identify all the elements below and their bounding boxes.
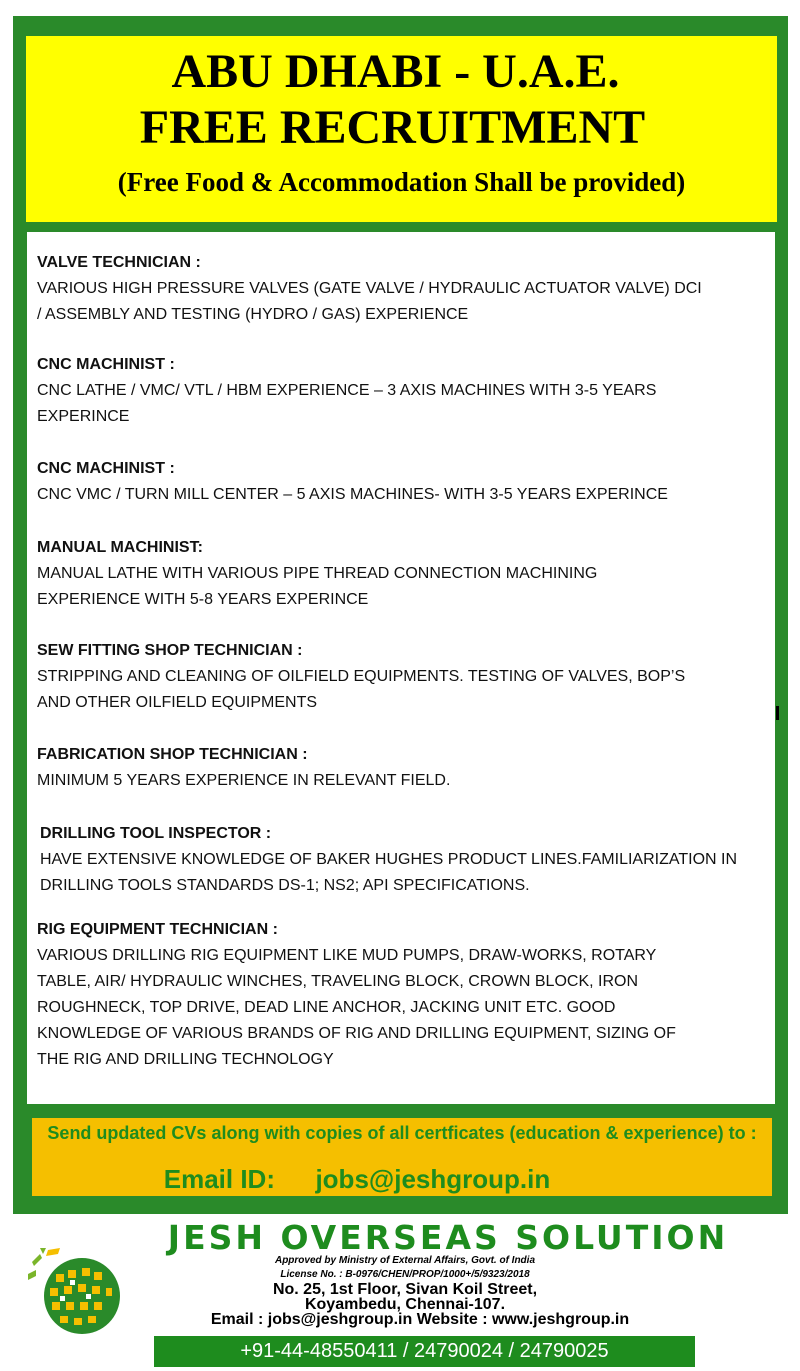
job-description-line: TABLE, AIR/ HYDRAULIC WINCHES, TRAVELING BLOCK, CROWN BLOCK, IRON (37, 973, 638, 990)
job-description-line: CNC VMC / TURN MILL CENTER – 5 AXIS MACHINES- WITH 3-5 YEARS EXPERINCE (37, 486, 668, 503)
job-manual-machinist (37, 535, 767, 613)
job-cnc-machinist-3axis (37, 352, 767, 430)
license-number: License No. : B-0976/CHEN/PROP/1000+/5/9323/2018 (280, 1269, 530, 1280)
job-title: CNC MACHINIST : (37, 460, 175, 477)
company-name: JESH OVERSEAS SOLUTION (167, 1218, 729, 1257)
email-label: Email ID: (163, 1164, 275, 1194)
job-description-line: ROUGHNECK, TOP DRIVE, DEAD LINE ANCHOR, JACKING UNIT ETC. GOOD (37, 999, 616, 1016)
address-line-1: No. 25, 1st Floor, Sivan Koil Street, (272, 1281, 538, 1298)
job-description-line: MINIMUM 5 YEARS EXPERIENCE IN RELEVANT FIELD. (37, 772, 451, 789)
header-title: FREE RECRUITMENT (139, 101, 646, 154)
approval-note: Approved by Ministry of External Affairs, Govt. of India (274, 1255, 536, 1266)
address-line-2: Koyambedu, Chennai-107. (304, 1296, 506, 1313)
poster-header (26, 36, 777, 222)
apply-box (32, 1118, 772, 1196)
job-title: CNC MACHINIST : (37, 356, 175, 373)
header-subtitle: (Free Food & Accommodation Shall be provided) (117, 167, 686, 197)
job-drilling-tool-inspector (40, 821, 770, 899)
job-fabrication-technician (37, 742, 767, 794)
job-list (27, 232, 775, 1104)
job-description-line: MANUAL LATHE WITH VARIOUS PIPE THREAD CONNECTION MACHINING (37, 565, 598, 582)
job-cnc-machinist-5axis (37, 456, 767, 508)
job-title: DRILLING TOOL INSPECTOR : (40, 825, 272, 842)
job-description-line: VARIOUS DRILLING RIG EQUIPMENT LIKE MUD PUMPS, DRAW-WORKS, ROTARY (37, 947, 657, 964)
globe-logo-icon (26, 1244, 124, 1336)
job-description-line: VARIOUS HIGH PRESSURE VALVES (GATE VALVE / HYDRAULIC ACTUATOR VALVE) DCI (37, 280, 702, 297)
job-description-line: THE RIG AND DRILLING TECHNOLOGY (37, 1051, 334, 1068)
job-description-line: STRIPPING AND CLEANING OF OILFIELD EQUIPMENTS. TESTING OF VALVES, BOP’S (37, 668, 686, 685)
job-description-line: EXPERINCE (37, 408, 130, 425)
job-title: FABRICATION SHOP TECHNICIAN : (37, 746, 308, 763)
job-description-line: HAVE EXTENSIVE KNOWLEDGE OF BAKER HUGHES PRODUCT LINES.FAMILIARIZATION IN (40, 851, 738, 868)
job-title: MANUAL MACHINIST: (37, 539, 203, 556)
apply-email-line (32, 1164, 772, 1194)
job-rig-equipment-technician (37, 917, 767, 1073)
job-description-line: CNC LATHE / VMC/ VTL / HBM EXPERIENCE – 3 AXIS MACHINES WITH 3-5 YEARS (37, 382, 657, 399)
job-title: RIG EQUIPMENT TECHNICIAN : (37, 921, 278, 938)
job-description-line: / ASSEMBLY AND TESTING (HYDRO / GAS) EXPERIENCE (37, 306, 469, 323)
header-location: ABU DHABI - U.A.E. (171, 45, 620, 98)
stray-mark (776, 706, 779, 720)
job-description-line: AND OTHER OILFIELD EQUIPMENTS (37, 694, 318, 711)
job-valve-technician (37, 250, 767, 328)
job-sew-fitting-technician (37, 638, 767, 716)
apply-instruction: Send updated CVs along with copies of all certficates (education & experience) to : (47, 1123, 757, 1143)
job-description-line: DRILLING TOOLS STANDARDS DS-1; NS2; API SPECIFICATIONS. (40, 877, 530, 894)
job-title: SEW FITTING SHOP TECHNICIAN : (37, 642, 303, 659)
email-link[interactable]: jobs@jeshgroup.in (315, 1164, 551, 1194)
contact-line: Email : jobs@jeshgroup.in Website : www.jeshgroup.in (210, 1311, 630, 1328)
job-description-line: EXPERIENCE WITH 5-8 YEARS EXPERINCE (37, 591, 369, 608)
job-title: VALVE TECHNICIAN : (37, 254, 201, 271)
job-description-line: KNOWLEDGE OF VARIOUS BRANDS OF RIG AND DRILLING EQUIPMENT, SIZING OF (37, 1025, 676, 1042)
phone-numbers: +91-44-48550411 / 24790024 / 24790025 (154, 1336, 695, 1367)
